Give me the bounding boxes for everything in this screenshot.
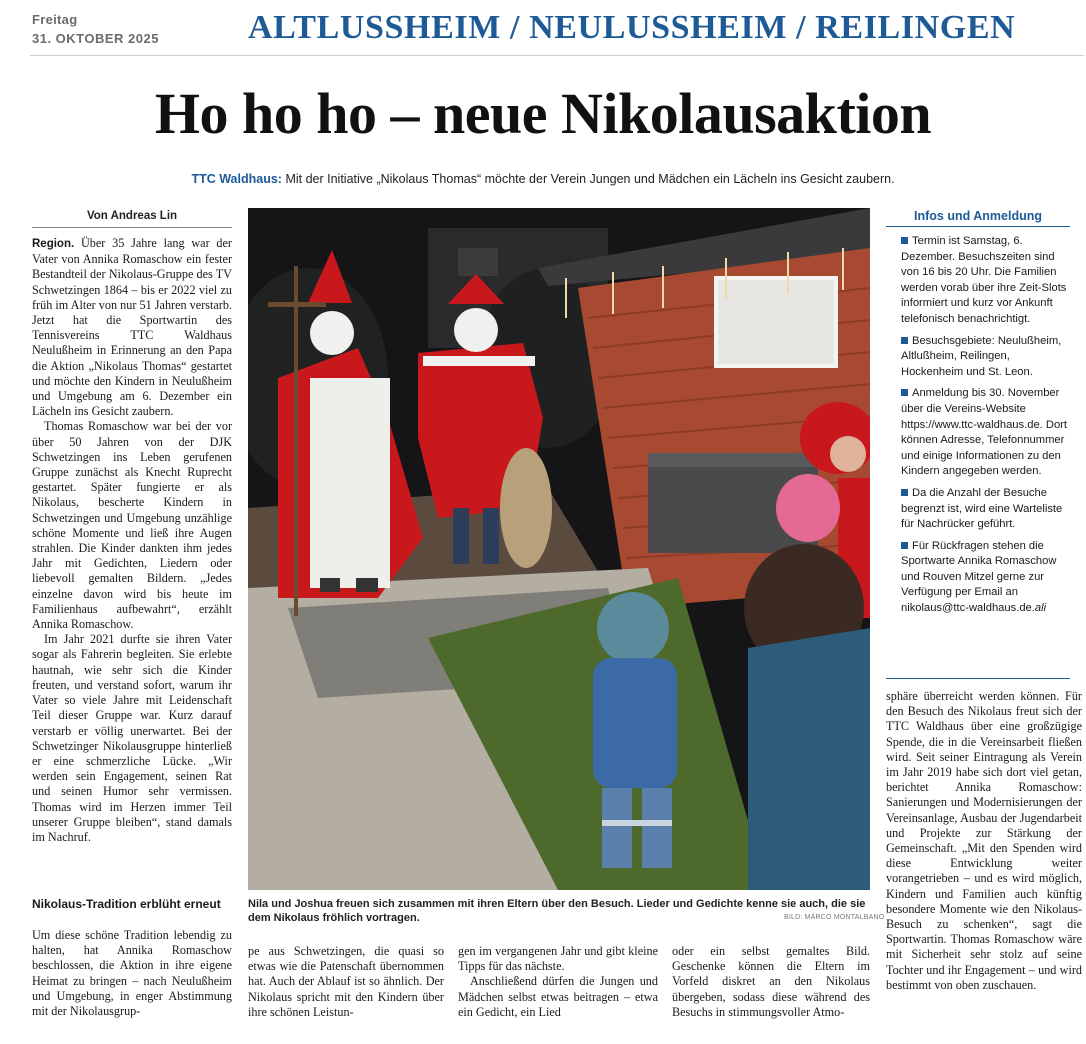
- article-subhead: Nikolaus-Tradition erblüht erneut: [32, 897, 221, 911]
- paragraph-7: oder ein selbst gemaltes Bild. Geschenke können die Eltern im Vorfeld diskret an den Nikolaus übergeben, sodass diese während des Besuchs in stimmungsvoller Atmo-: [672, 944, 870, 1019]
- paragraph-3: Im Jahr 2021 durfte sie ihren Vater sogar als Fahrerin begleiten. Sie erlebte hautnah, wie sehr sich die Kinder freuten, und verstand sofort, warum ihr Vater so viele Jahre mit Leidenschaft Teil dieser Gruppe war. Kurz darauf verstarb er völlig unerwartet. Bei der Schwetzinger Nikolausgruppe hinterließ er eine schmerzliche Lücke. „Wir werden sein Engagement, seinen Rat und seinen Humor sehr vermissen. Thomas wird im Herzen immer Teil unserer Gruppe bleiben“, stand damals im Nachruf.: [32, 632, 232, 844]
- square-bullet-icon: [901, 237, 908, 244]
- info-item-text: Da die Anzahl der Besuche begrenzt ist, wird eine Warteliste für Nachrücker geführt.: [901, 486, 1063, 531]
- subline-text: Mit der Initiative „Nikolaus Thomas“ möchte der Verein Jungen und Mädchen ein Lächeln ins Gesicht zaubern.: [285, 172, 895, 186]
- article-headline: Ho ho ho – neue Nikolausaktion: [154, 81, 932, 146]
- photo-caption: Nila und Joshua freuen sich zusammen mit ihren Eltern über den Besuch. Lieder und Gedichte kenne sie auch, die sie dem Nikolaus fröhlich vortragen.: [248, 898, 866, 924]
- paragraph-4: Um diese schöne Tradition lebendig zu halten, hat Annika Romaschow beschlossen, die Aktion in ihre eigene Heimat zu bringen – nach Neulußheim und Umgebung, in enger Abstimmung mit der Nikolausgrup-: [32, 928, 232, 1019]
- info-item: [901, 234, 1069, 328]
- info-item: [901, 386, 1069, 480]
- paragraph-8: sphäre überreicht werden können. Für den Besuch des Nikolaus freut sich der TTC Waldhaus über eine großzügige Spende, die in die Vereinsarbeit fließen wird. Seit seiner Eintragung als Verein im Jahr 2019 habe sich dort viel getan, berichtet Annika Romaschow: Sanierungen und Modernisierungen der Vereinsanlage, Ausbau der Jugendarbeit und Projekte zur Stärkung der Gemeinschaft. „Mit den Spenden wird diese Entwicklung weiter vorangetrieben – und es wird möglich, Kindern und Familien auch künftig besondere Momente wie den Nikolaus-Besuch zu schenken“, sagt die Sportwartin. Thomas Romaschow wäre mit Sicherheit sehr stolz auf seine Tochter und ihr Engagement – und wird bestimmt von oben zuschauen.: [886, 689, 1082, 992]
- infobox: [901, 234, 1069, 623]
- byline-divider: [32, 227, 232, 228]
- square-bullet-icon: [901, 489, 908, 496]
- infobox-signature: ali: [1034, 602, 1047, 615]
- author-byline: Von Andreas Lin: [86, 210, 178, 222]
- info-item-text: Termin ist Samstag, 6. Dezember. Besuchszeiten sind von 16 bis 20 Uhr. Die Familien werden vorab über ihre Zeit-Slots informiert und kurz vor Ankunft telefonisch benachrichtigt.: [901, 235, 1067, 325]
- article-subline: [0, 172, 1086, 186]
- paragraph-5: pe aus Schwetzingen, die quasi so etwas wie die Patenschaft übernommen hat. Auch der Ablauf ist so ähnlich. Der Nikolaus spricht mit den Kindern über ihre schönen Leistun-: [248, 944, 444, 1019]
- column-1-continued: [32, 928, 232, 1019]
- subline-kicker: TTC Waldhaus:: [191, 172, 282, 186]
- square-bullet-icon: [901, 542, 908, 549]
- section-title: ALTLUSSHEIM / NEULUSSHEIM / REILINGEN: [248, 9, 1016, 46]
- info-item: [901, 486, 1069, 533]
- infobox-title: Infos und Anmeldung: [914, 209, 1042, 223]
- square-bullet-icon: [901, 337, 908, 344]
- paragraph-2: Thomas Romaschow war bei der vor über 50 Jahren von der DJK Schwetzingen ins Leben gerufenen Gruppe zunächst als Knecht Ruprecht gestartet. Später fungierte er als Nikolaus, bescherte Kindern in Schwetzingen und Umgebung unzählige schöne Momente und ließ ihre Augen strahlen. Die Kinder dankten ihm jedes Jahr mit Gedichten, Liedern oder liebevoll gemalten Bildern. „Jedes einzelne davon wird bis heute im Familienhaus aufbewahrt“, erzählt Annika Romaschow.: [32, 419, 232, 632]
- column-5: [886, 689, 1082, 993]
- column-3: [458, 944, 658, 1020]
- issue-date: 31. OKTOBER 2025: [32, 31, 159, 46]
- photo-illustration: [248, 208, 870, 890]
- paragraph-1-text: Über 35 Jahre lang war der Vater von Annika Romaschow ein fester Bestandteil der Nikolaus-Gruppe des TV Schwetzingen 1864 – bis er 2022 viel zu früh im Alter von nur 51 Jahren verstarb. Jetzt hat die Sportwartin des Tennisvereins TTC Waldhaus Neulußheim in Erinnerung an den Papa die Aktion „Nikolaus Thomas“ gestartet und möchte den Kindern in Neulußheim und Umgebung am 6. Dezember ein Lächeln ins Gesicht zaubern.: [32, 236, 232, 419]
- column-1: [32, 236, 232, 845]
- info-item-text: Anmeldung bis 30. November über die Vereins-Website https://www.ttc-waldhaus.de. Dort können Adresse, Telefonnummer und einige Informationen zu den Kindern angegeben werden.: [901, 387, 1068, 478]
- paragraph-6a: gen im vergangenen Jahr und gibt kleine Tipps für das nächste.: [458, 944, 658, 974]
- square-bullet-icon: [901, 389, 908, 396]
- infobox-bottom-rule: [886, 678, 1070, 679]
- info-item: [901, 539, 1069, 617]
- column-2: [248, 944, 444, 1020]
- info-item: [901, 334, 1069, 381]
- column-4: [672, 944, 870, 1020]
- issue-day: Freitag: [32, 12, 78, 27]
- lead-place: Region.: [32, 238, 75, 250]
- photo-credit: BILD: MARCO MONTALBANO: [784, 914, 885, 921]
- info-item-text: Für Rückfragen stehen die Sportwarte Annika Romaschow und Rouven Mitzel gerne zur Verfügung per Email an nikolaus@ttc-waldhaus.de.: [901, 539, 1057, 615]
- paragraph-1: [32, 236, 232, 419]
- infobox-top-rule: [886, 226, 1070, 227]
- paragraph-6b: Anschließend dürfen die Jungen und Mädchen selbst etwas beitragen – etwa ein Gedicht, ein Lied: [458, 974, 658, 1019]
- header-divider: [30, 55, 1084, 56]
- info-item-text: Besuchsgebiete: Neulußheim, Altlußheim, Reilingen, Hockenheim und St. Leon.: [901, 334, 1062, 378]
- article-photo: [248, 208, 870, 890]
